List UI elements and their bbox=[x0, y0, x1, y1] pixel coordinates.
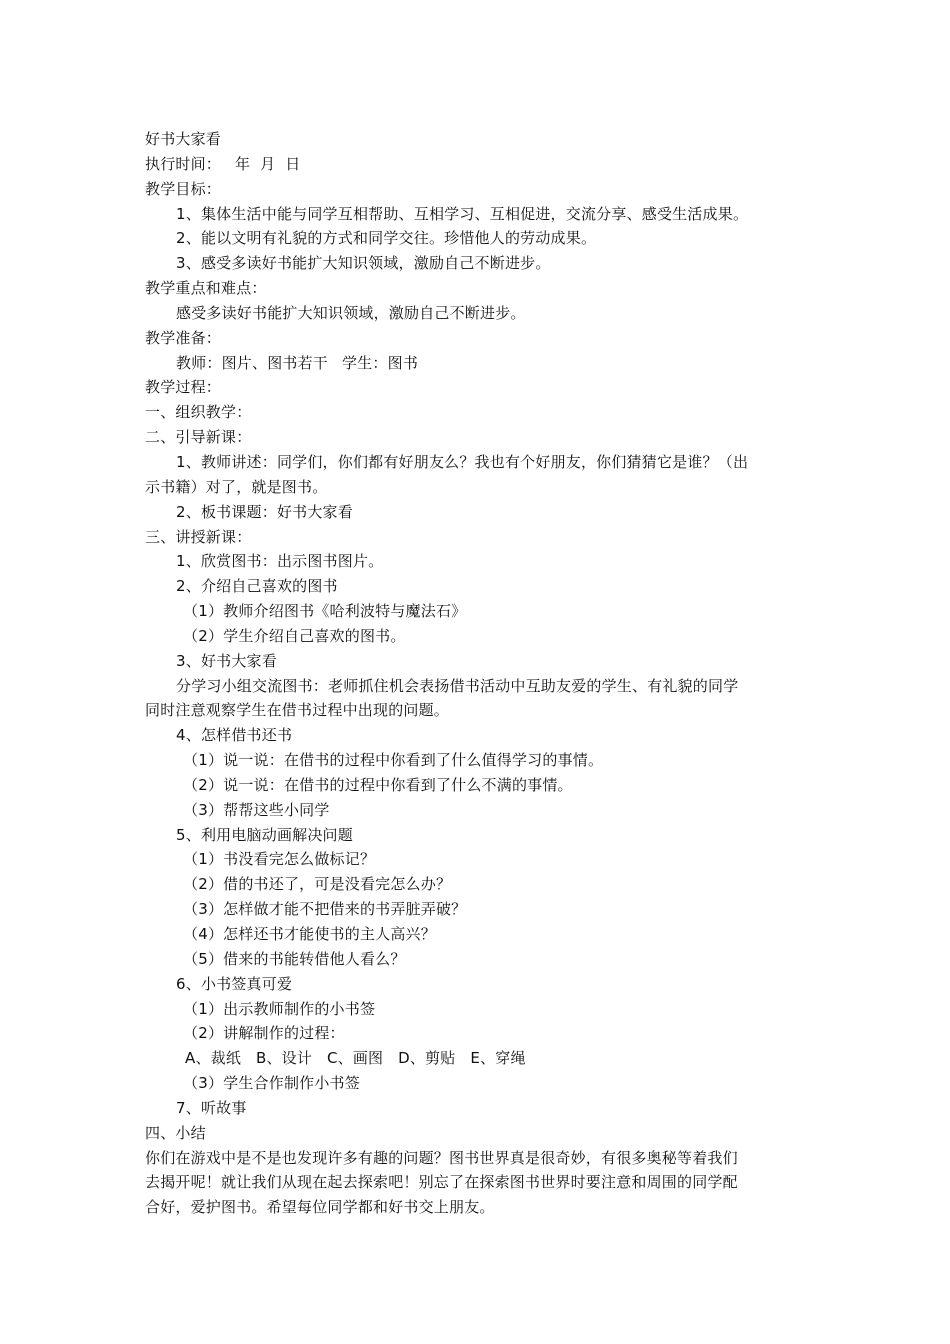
list-item: 7、听故事 bbox=[176, 1098, 247, 1117]
process-heading: 教学过程： bbox=[145, 378, 222, 397]
paragraph-line: 示书籍）对了，就是图书。 bbox=[145, 477, 328, 496]
preparation-student: 学生：图书 bbox=[342, 353, 419, 372]
key-points-text: 感受多读好书能扩大知识领域，激励自己不断进步。 bbox=[176, 303, 526, 322]
summary-line: 去揭开呢！就让我们从现在起去探索吧！别忘了在探索图书世界时要注意和周围的同学配 bbox=[145, 1173, 738, 1192]
sub-list-item: （4）怎样还书才能使书的主人高兴？ bbox=[183, 925, 436, 943]
sub-list-item: （3）帮帮这些小同学 bbox=[183, 800, 330, 819]
goal-item: 1、集体生活中能与同学互相帮助、互相学习、互相促进，交流分享、感受生活成果。 bbox=[176, 204, 749, 223]
sub-list-item: （2）讲解制作的过程： bbox=[183, 1024, 345, 1043]
execution-time bbox=[145, 152, 815, 177]
list-item: 2、板书课题：好书大家看 bbox=[176, 502, 353, 521]
paragraph-line: 同时注意观察学生在借书过程中出现的问题。 bbox=[145, 701, 450, 720]
summary-line: 合好，爱护图书。希望每位同学都和好书交上朋友。 bbox=[145, 1198, 495, 1217]
key-points-heading: 教学重点和难点： bbox=[145, 279, 267, 298]
list-item: 1、欣赏图书：出示图书图片。 bbox=[176, 552, 384, 571]
sub-list-item: （1）说一说：在借书的过程中你看到了什么值得学习的事情。 bbox=[183, 751, 604, 770]
sub-list-item: （3）怎样做才能不把借来的书弄脏弄破？ bbox=[183, 900, 467, 919]
preparation-heading: 教学准备： bbox=[145, 328, 222, 347]
execution-time-value: 年 月 日 bbox=[235, 154, 301, 173]
list-item: 3、好书大家看 bbox=[176, 651, 277, 670]
sub-list-item: （2）借的书还了，可是没看完怎么办？ bbox=[183, 875, 452, 894]
list-item: 6、小书签真可爱 bbox=[176, 974, 293, 993]
sub-list-item: （1）教师介绍图书《哈利波特与魔法石》 bbox=[183, 602, 467, 621]
goals-heading: 教学目标： bbox=[145, 179, 222, 198]
section-heading: 二、引导新课： bbox=[145, 428, 252, 447]
section-heading: 三、讲授新课： bbox=[145, 527, 252, 546]
paragraph-line: 1、教师讲述：同学们，你们都有好朋友么？我也有个好朋友，你们猜猜它是谁？（出 bbox=[176, 452, 749, 471]
list-item: 2、介绍自己喜欢的图书 bbox=[176, 577, 338, 596]
section-heading: 一、组织教学： bbox=[145, 403, 252, 422]
list-item: 5、利用电脑动画解决问题 bbox=[176, 825, 353, 844]
sub-list-item: （1）书没看完怎么做标记？ bbox=[183, 850, 376, 869]
sub-list-item: （1）出示教师制作的小书签 bbox=[183, 999, 376, 1018]
sub-list-item: （3）学生合作制作小书签 bbox=[183, 1074, 360, 1093]
goal-item: 3、感受多读好书能扩大知识领域，激励自己不断进步。 bbox=[176, 254, 551, 273]
list-item: 4、怎样借书还书 bbox=[176, 726, 293, 745]
preparation-teacher: 教师：图片、图书若干 bbox=[176, 353, 329, 372]
section-heading: 四、小结 bbox=[145, 1123, 206, 1142]
preparation-text bbox=[145, 351, 815, 376]
paragraph-line: 分学习小组交流图书：老师抓住机会表扬借书活动中互助友爱的学生、有礼貌的同学 bbox=[176, 676, 739, 695]
sub-list-item: （5）借来的书能转借他人看么？ bbox=[183, 949, 406, 968]
document-title: 好书大家看 bbox=[145, 130, 222, 148]
document-body bbox=[145, 127, 815, 1220]
craft-steps: A、裁纸 B、设计 C、画图 D、剪贴 E、穿绳 bbox=[185, 1049, 526, 1068]
sub-list-item: （2）学生介绍自己喜欢的图书。 bbox=[183, 626, 406, 645]
sub-list-item: （2）说一说：在借书的过程中你看到了什么不满的事情。 bbox=[183, 775, 573, 794]
goal-item: 2、能以文明有礼貌的方式和同学交往。珍惜他人的劳动成果。 bbox=[176, 229, 597, 248]
summary-line: 你们在游戏中是不是也发现许多有趣的问题？图书世界真是很奇妙，有很多奥秘等着我们 bbox=[145, 1148, 738, 1167]
execution-time-label: 执行时间： bbox=[145, 154, 222, 173]
